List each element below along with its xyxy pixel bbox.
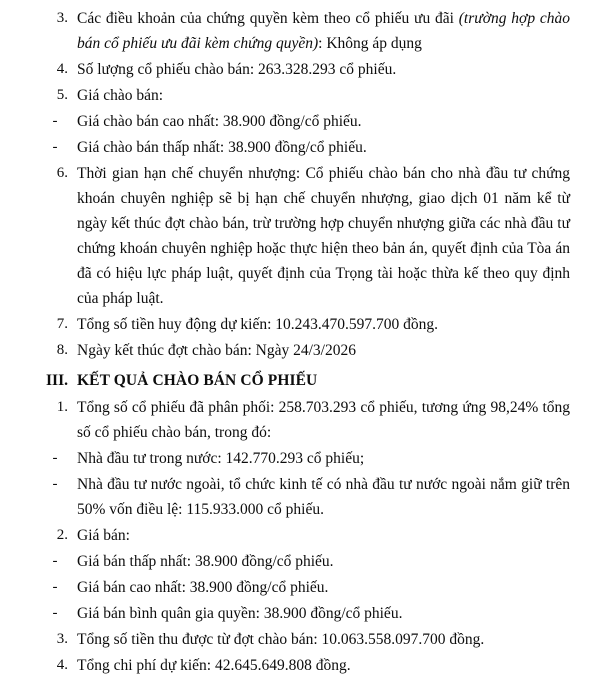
list-item-marker: - [52,113,58,129]
plain-text: Giá bán: [77,527,130,544]
plain-text: Ngày kết thúc đợt chào bán: Ngày 24/3/2026 [77,342,356,359]
plain-text: Thời gian hạn chế chuyển nhượng: Cổ phiếu chào bán cho nhà đầu tư chứng khoán chuyên nghiệp sẽ bị hạn chế chuyển nhượng, giao dịch 01 năm kể từ ngày kết thúc đợt chào bán, trừ trường hợp chuyển nhượng giữa các nhà đầu tư chứng khoán chuyên nghiệp hoặc thực hiện theo bản án, quyết định của Tòa án đã có hiệu lực pháp luật, quyết định của Trọng tài hoặc thừa kế theo quy định của pháp luật. [77,165,570,307]
plain-text: Tổng số cổ phiếu đã phân phối: 258.703.293 cổ phiếu, tương ứng 98,24% tổng số cổ phiếu chào bán, trong đó: [77,399,570,441]
list-item-text [77,109,570,134]
document-list-item [42,338,570,363]
document-list-item [42,575,570,600]
plain-text: Giá bán cao nhất: 38.900 đồng/cổ phiếu. [77,579,329,596]
list-item-marker: 2. [56,527,68,543]
list-item-text [77,6,570,56]
list-item-text [77,653,570,678]
section-title: KẾT QUẢ CHÀO BÁN CỔ PHIẾU [77,372,318,389]
list-item-marker: 5. [56,87,68,103]
list-item-marker: 8. [56,342,68,358]
list-item-text [77,57,570,82]
list-item-text [77,601,570,626]
list-item-text [77,523,570,548]
list-item-text [77,161,570,311]
list-item-marker: - [52,139,58,155]
document-list-item [42,57,570,82]
list-item-text [77,446,570,471]
plain-text: Nhà đầu tư nước ngoài, tổ chức kinh tế có nhà đầu tư nước ngoài nắm giữ trên 50% vốn điều lệ: 115.933.000 cổ phiếu. [77,476,570,518]
list-item-text [77,472,570,522]
list-item-marker: - [52,476,58,492]
plain-text: Các điều khoản của chứng quyền kèm theo cổ phiếu ưu đãi [77,10,459,27]
list-item-text [77,395,570,445]
document-list-item [42,601,570,626]
list-item-text [77,312,570,337]
list-item-marker: 3. [56,631,68,647]
list-item-marker: - [52,553,58,569]
document-list-item [42,312,570,337]
section-heading [42,368,570,393]
document-list-item [42,653,570,678]
document-list-item [42,161,570,311]
plain-text: : Không áp dụng [318,35,422,52]
list-item-marker: 3. [56,10,68,26]
plain-text: Giá chào bán thấp nhất: 38.900 đồng/cổ phiếu. [77,139,367,156]
plain-text: Tổng chi phí dự kiến: 42.645.649.808 đồng. [77,657,351,674]
plain-text: Tổng số tiền thu được từ đợt chào bán: 10.063.558.097.700 đồng. [77,631,485,648]
list-item-text [77,549,570,574]
list-item-marker: - [52,579,58,595]
plain-text: Giá chào bán cao nhất: 38.900 đồng/cổ phiếu. [77,113,362,130]
list-item-text [77,627,570,652]
list-item-text [77,135,570,160]
list-item-marker: 4. [56,657,68,673]
document-body-part-2 [42,395,570,678]
document-body-part-1 [42,6,570,363]
list-item-text [77,575,570,600]
section-number: III. [46,372,68,389]
list-item-text [77,338,570,363]
plain-text: Tổng số tiền huy động dự kiến: 10.243.470.597.700 đồng. [77,316,439,333]
list-item-text [77,83,570,108]
document-list-item [42,627,570,652]
document-list-item [42,472,570,522]
list-item-marker: - [52,450,58,466]
document-list-item [42,446,570,471]
list-item-marker: 1. [56,399,68,415]
plain-text: Giá bán thấp nhất: 38.900 đồng/cổ phiếu. [77,553,334,570]
emphasis-text: (trường hợp chào bán cổ phiếu ưu đãi kèm chứng quyền) [77,10,571,52]
document-list-item [42,135,570,160]
list-item-marker: - [52,605,58,621]
document-list-item [42,395,570,445]
plain-text: Giá bán bình quân gia quyền: 38.900 đồng/cổ phiếu. [77,605,403,622]
document-list-item [42,523,570,548]
document-list-item [42,109,570,134]
plain-text: Giá chào bán: [77,87,164,104]
document-list-item [42,6,570,56]
document-list-item [42,549,570,574]
plain-text: Nhà đầu tư trong nước: 142.770.293 cổ phiếu; [77,450,365,467]
list-item-marker: 6. [56,165,68,181]
plain-text: Số lượng cổ phiếu chào bán: 263.328.293 cổ phiếu. [77,61,397,78]
list-item-marker: 4. [56,61,68,77]
document-list-item [42,83,570,108]
list-item-marker: 7. [56,316,68,332]
